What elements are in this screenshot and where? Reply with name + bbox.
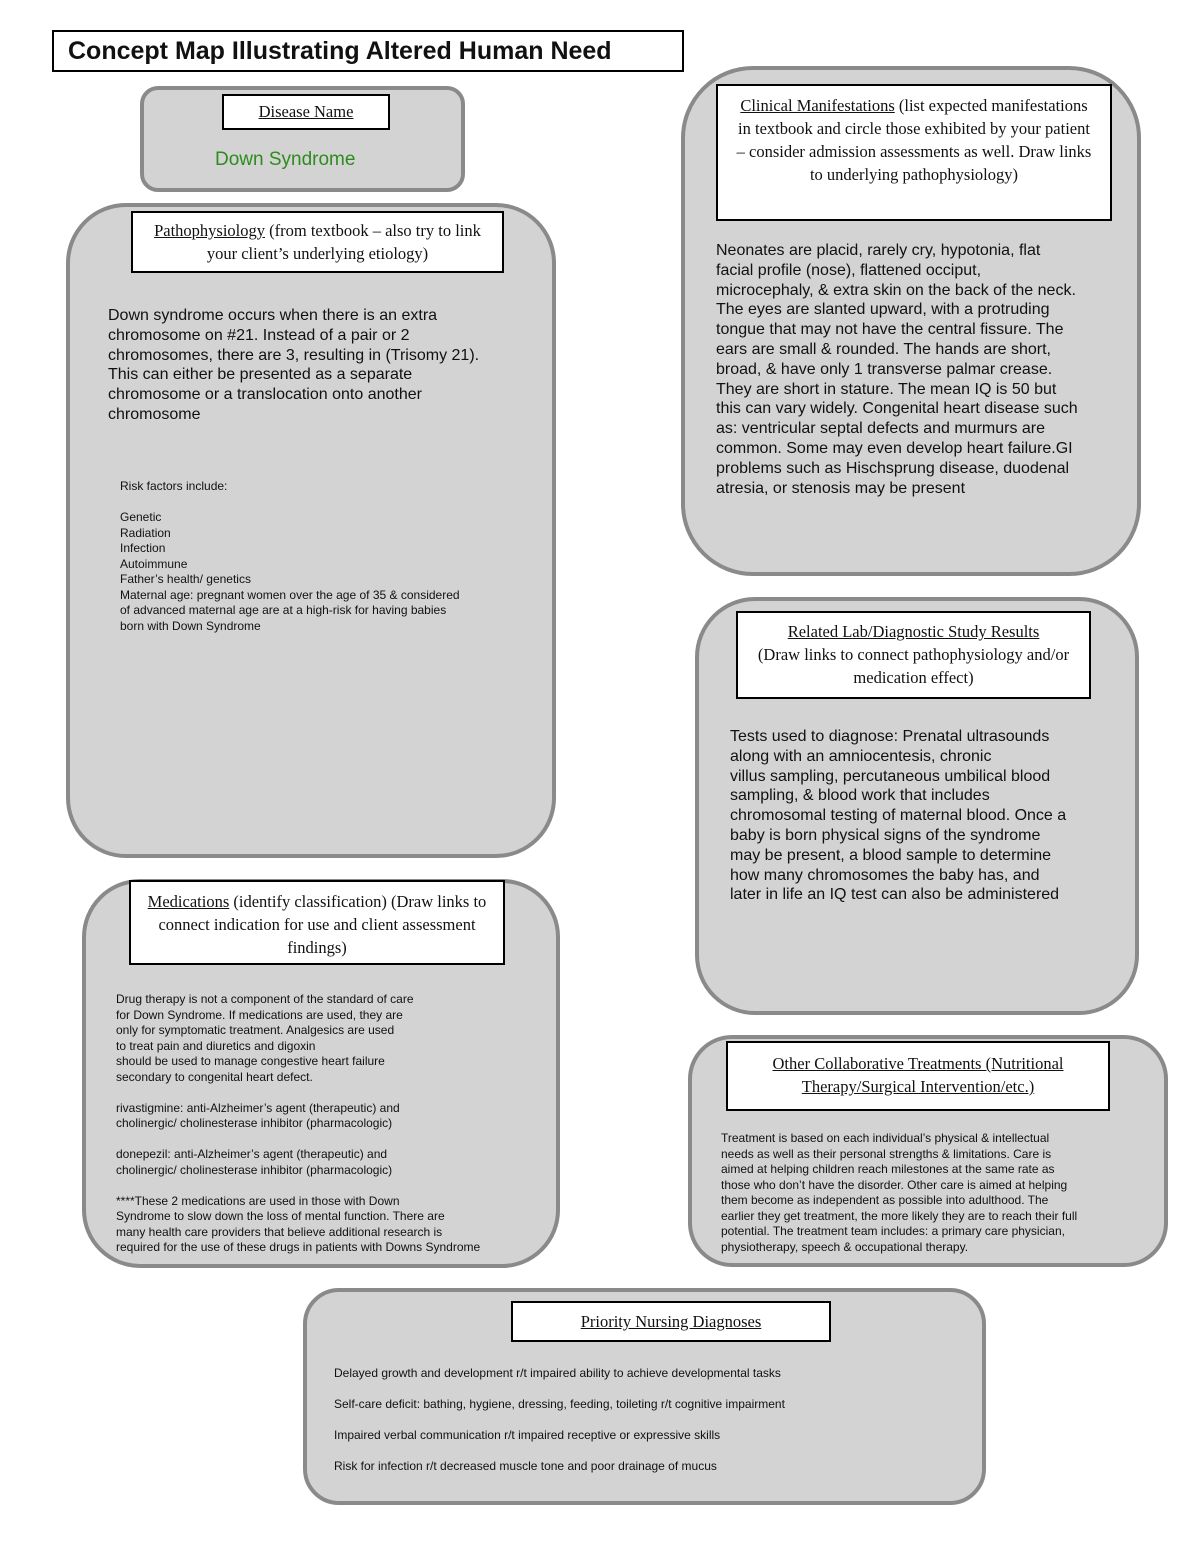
risk-factor-item: Infection	[120, 541, 166, 555]
disease-name-value: Down Syndrome	[215, 149, 356, 170]
pathophysiology-note: (from textbook – also try to link your client’s underlying etiology)	[206, 221, 481, 263]
nursing-diagnosis-item: Impaired verbal communication r/t impaired receptive or expressive skills	[334, 1428, 721, 1442]
clinical-manifestations-body: Neonates are placid, rarely cry, hypotonia, flat facial profile (nose), flattened occiput, microcephaly, & extra skin on the back of the neck. The eyes are slanted upward, with a protruding tongue that may not have the central fissure. The ears are small & rounded. The hands are short, broad, & have only 1 transverse palmar crease. They are short in stature. The mean IQ is 50 but this can vary widely. Congenital heart disease such as: ventricular septal defects and murmurs are common. Some may even develop heart failure.GI problems such as Hischsprung disease, duodenal atresia, or stenosis may be present	[716, 242, 1078, 497]
disease-name-header	[222, 94, 390, 130]
medications-label: Medications	[147, 892, 230, 911]
pathophysiology-body: Down syndrome occurs when there is an extra chromosome on #21. Instead of a pair or 2 chromosomes, there are 3, resulting in (Trisomy 21). This can either be presented as a separate chromosome or a translocation onto another chromosome	[108, 307, 480, 423]
risk-factor-item: Father’s health/ genetics	[120, 572, 251, 586]
lab-results-body: Tests used to diagnose: Prenatal ultrasounds along with an amniocentesis, chronic villus sampling, percutaneous umbilical blood sampling, & blood work that includes chromosomal testing of maternal blood. Once a baby is born physical signs of the syndrome may be present, a blood sample to determine how many chromosomes the baby has, and later in life an IQ test can also be administered	[730, 728, 1067, 904]
medications-note: (identify classification) (Draw links to connect indication for use and client assessment findings)	[158, 892, 487, 957]
disease-name-label: Disease Name	[258, 102, 354, 121]
medications-note-paragraph: ****These 2 medications are used in those with Down Syndrome to slow down the loss of mental function. There are many health care providers that believe additional research is required for the use of these drugs in patients with Downs Syndrome	[116, 1193, 481, 1254]
risk-factor-item: Autoimmune	[120, 556, 188, 571]
medication-rivastigmine: rivastigmine: anti-Alzheimer’s agent (therapeutic) and cholinergic/ cholinesterase inhibitor (pharmacologic)	[116, 1100, 400, 1130]
medications-body	[116, 992, 556, 1256]
lab-results-header	[736, 611, 1091, 699]
pathophysiology-header	[131, 211, 504, 273]
clinical-manifestations-label: Clinical Manifestations	[740, 96, 895, 115]
lab-results-label: Related Lab/Diagnostic Study Results	[787, 622, 1040, 641]
risk-factor-item: Radiation	[120, 525, 171, 540]
medication-donepezil: donepezil: anti-Alzheimer’s agent (therapeutic) and cholinergic/ cholinesterase inhibitor (pharmacologic)	[116, 1147, 393, 1177]
risk-factor-item: Genetic	[120, 510, 162, 524]
risk-factor-maternal-age: Maternal age: pregnant women over the age of 35 & considered of advanced maternal age are at a high-risk for having babies born with Down Syndrome	[120, 587, 460, 633]
lab-results-note: (Draw links to connect pathophysiology and/or medication effect)	[757, 645, 1070, 687]
nursing-diagnosis-item: Self-care deficit: bathing, hygiene, dressing, feeding, toileting r/t cognitive impairment	[334, 1397, 785, 1411]
nursing-diagnosis-item: Delayed growth and development r/t impaired ability to achieve developmental tasks	[334, 1366, 781, 1380]
other-treatments-label: Other Collaborative Treatments (Nutritional Therapy/Surgical Intervention/etc.)	[772, 1054, 1064, 1096]
risk-factors	[120, 479, 540, 634]
nursing-diagnoses-label: Priority Nursing Diagnoses	[580, 1312, 762, 1331]
pathophysiology-label: Pathophysiology	[154, 221, 266, 240]
clinical-manifestations-note: (list expected manifestations in textbook and circle those exhibited by your patient – consider admission assessments as well. Draw links to underlying pathophysiology)	[736, 96, 1092, 184]
nursing-diagnoses-header	[511, 1301, 831, 1342]
medications-paragraph: Drug therapy is not a component of the standard of care for Down Syndrome. If medications are used, they are only for symptomatic treatment. Analgesics are used to treat pain and diuretics and digoxin should be used to manage congestive heart failure secondary to congenital heart defect.	[116, 992, 414, 1084]
medications-header	[129, 880, 505, 965]
clinical-manifestations-header	[716, 84, 1112, 221]
other-treatments-body: Treatment is based on each individual’s physical & intellectual needs as well as their personal strengths & limitations. Care is aimed at helping children reach milestones at the same rate as those who don’t have the disorder. Other care is aimed at helping them become as independent as possible into adulthood. The earlier they get treatment, the more likely they are to reach their full potential. The treatment team includes: a primary care physician, physiotherapy, speech & occupational therapy.	[721, 1131, 1078, 1254]
risk-factors-title: Risk factors include:	[120, 479, 228, 493]
other-treatments-header	[726, 1041, 1110, 1111]
page-title: Concept Map Illustrating Altered Human Need	[52, 30, 684, 72]
nursing-diagnosis-item: Risk for infection r/t decreased muscle tone and poor drainage of mucus	[334, 1459, 717, 1473]
